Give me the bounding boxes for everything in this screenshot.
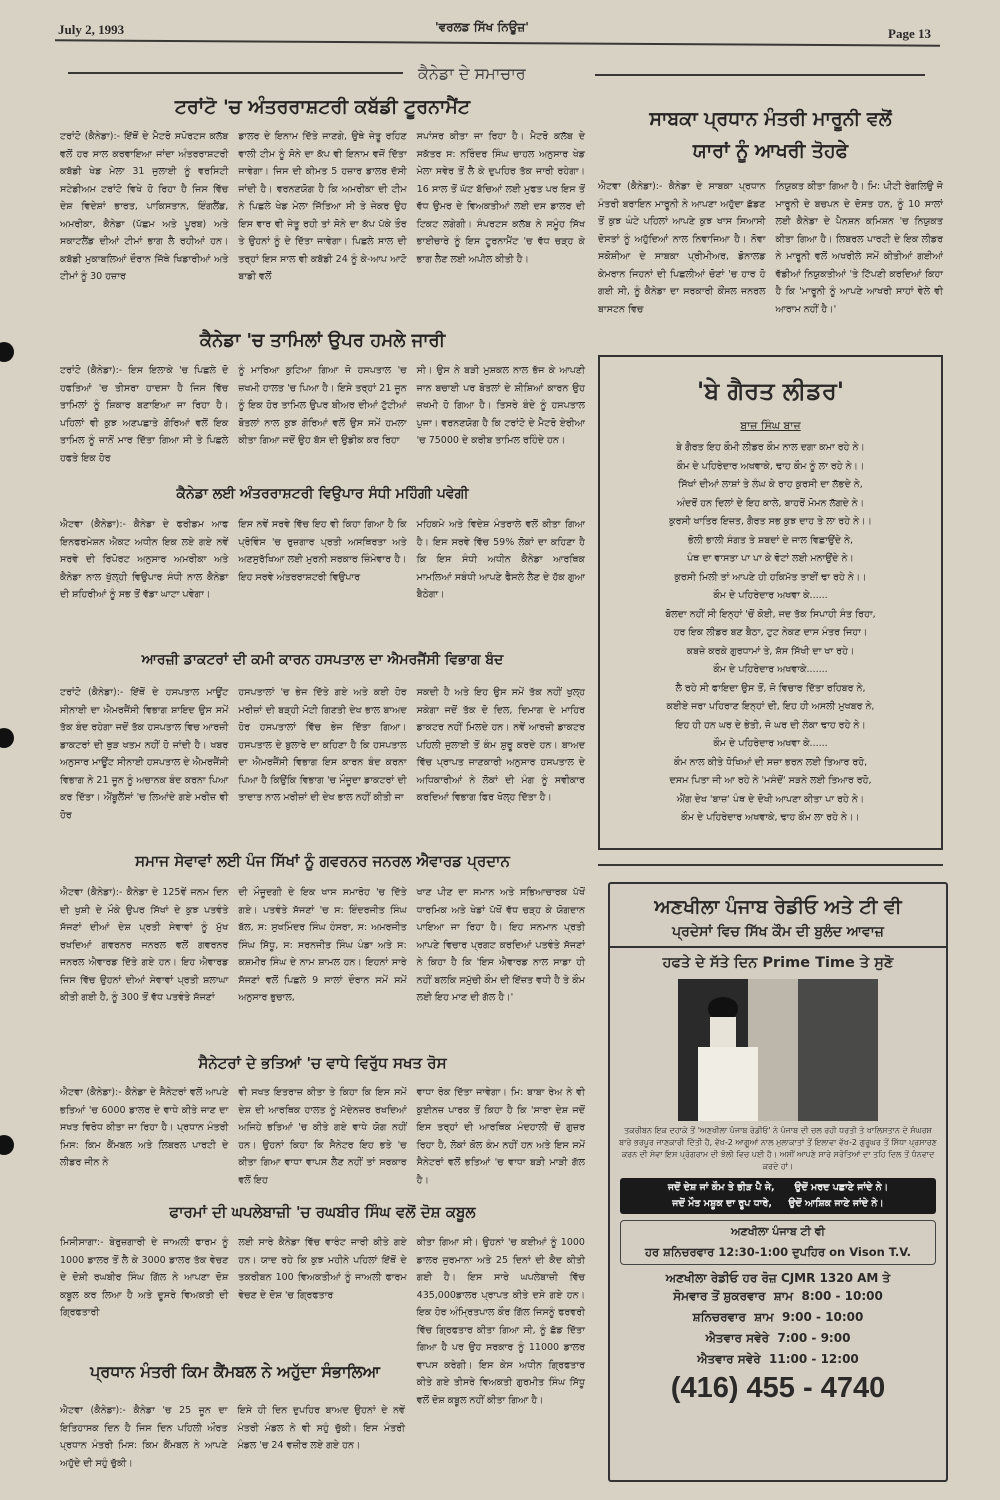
poem-author: ਬਾਜ਼ ਸਿੰਘ ਬਾਜ਼ (740, 419, 801, 432)
poem-line: ਕੌਮ ਦੇ ਪਹਿਰੇਦਾਰ ਅਖਵਾਕੇ, ਢਾਹ ਕੌਮ ਲਾ ਰਹੇ ਨੇ।। (681, 812, 860, 823)
poem-line: ਐਂਗ ਦੇਖ 'ਬਾਜ਼' ਪੰਥ ਦੇ ਦੋਖੀ ਆਪਣਾ ਕੀਤਾ ਪਾ ਰਹੇ ਨੇ। (676, 793, 865, 805)
article-title: ਆਰਜ਼ੀ ਡਾਕਟਰਾਂ ਦੀ ਕਮੀ ਕਾਰਨ ਹਸਪਤਾਲ ਦਾ ਐਮਰਜੈਂਸੀ ਵਿਭਾਗ ਬੰਦ (141, 652, 504, 668)
article-title: ਕੈਨੇਡਾ 'ਚ ਤਾਮਿਲਾਂ ਉਪਰ ਹਮਲੇ ਜਾਰੀ (199, 330, 446, 351)
poem-line: ਇਹ ਹੀ ਹਨ ਘਰ ਦੇ ਭੇਤੀ, ਜੋ ਘਰ ਦੀ ਲੰਕਾ ਢਾਹ ਰਹੇ ਨੇ। (675, 719, 866, 731)
article-column: ਐਟਵਾ (ਕੈਨੇਡਾ):- ਕੈਨੇਡਾ ਦੇ ਸਾਬਕਾ ਪ੍ਰਧਾਨ ਮੰਤਰੀ ਬਰਾਇਨ ਮਾਰੂਨੀ ਨੇ ਆਪਣਾ ਅਹੁੱਦਾ ਛੱਡਣ ਤੋਂ ਕੁਝ ਘੰਟੇ ਪਹਿਲਾਂ ਆਪਣੇ ਕੁਝ ਖਾਸ ਸਿਆਸੀ ਦੋਸਤਾਂ ਨੂੰ ਅਹੁੱਦਿਆਂ ਨਾਲ ਨਿਵਾਜਿਆ ਹੈ। ਨੋਵਾ ਸਕੋਸ਼ੀਆ ਦੇ ਸਾਬਕਾ ਪ੍ਰੀਮੀਅਰ, ਡੋਨਾਲਡ ਕੇਮਰਾਨ ਜਿਹਨਾਂ ਦੀ ਪਿਛਲੀਆਂ ਚੋਣਾਂ 'ਚ ਹਾਰ ਹੋ ਗਈ ਸੀ, ਨੂੰ ਕੈਨੇਡਾ ਦਾ ਸਰਕਾਰੀ ਕੌਂਸਲ ਜਨਰਲ ਬਾਸਟਨ ਵਿਚ (598, 181, 766, 315)
header-rule (55, 39, 940, 46)
poem-line: ਅੰਦਰੋਂ ਹਨ ਦਿਲਾਂ ਦੇ ਇਹ ਕਾਲੇ, ਬਾਹਰੋਂ ਮੋਮਨ ਲੱਗਦੇ ਨੇ। (676, 497, 865, 509)
article-column: ਸਪਾਂਸਰ ਕੀਤਾ ਜਾ ਰਿਹਾ ਹੈ। ਮੈਟਰੋ ਕਲੱਬ ਦੇ ਸਕੱਤਰ ਸ: ਨਰਿੰਦਰ ਸਿੰਘ ਚਾਹਲ ਅਨੁਸਾਰ ਖੇਡ ਮੇਲਾ ਸਵੇਰ ਤੋਂ ਲੈ ਕੇ ਦੁਪਹਿਰ ਤੱਕ ਜਾਰੀ ਰਹੇਗਾ। 16 ਸਾਲ ਤੋਂ ਘੱਟ ਬੱਚਿਆਂ ਲਈ ਮੁਫਤ ਪਰ ਇਸ ਤੋਂ ਵੱਧ ਉਮਰ ਦੇ ਵਿਅਕਤੀਆਂ ਲਈ ਦਸ ਡਾਲਰ ਦੀ ਟਿਕਟ ਲਗੇਗੀ। ਸੰਪਰਟਸ ਕਲੱਬ ਨੇ ਸਮੂੰਹ ਸਿੱਖ ਭਾਈਚਾਰੇ ਨੂੰ ਇਸ ਟੂਰਨਾਮੈਂਟ 'ਚ ਵੱਧ ਚੜ੍ਹ ਕੇ ਭਾਗ ਲੈਣ ਲਈ ਅਪੀਲ ਕੀਤੀ ਹੈ। (416, 131, 585, 265)
ad-subtitle: ਪ੍ਰਦੇਸਾਂ ਵਿਚ ਸਿੱਖ ਕੌਮ ਦੀ ਬੁਲੰਦ ਆਵਾਜ਼ (610, 924, 946, 948)
article-column: ਟਰਾਂਟੋ (ਕੈਨੇਡਾ):- ਇਸ ਇਲਾਕੇ 'ਚ ਪਿਛਲੇ ਦੋ ਹਫਤਿਆਂ 'ਚ ਤੀਸਰਾ ਹਾਦਸਾ ਹੈ ਜਿਸ ਵਿੱਚ ਤਾਮਿਲਾਂ ਨੂੰ ਸ਼ਿਕਾਰ ਬਣਾਇਆ ਜਾ ਰਿਹਾ ਹੈ। ਪਹਿਲਾਂ ਵੀ ਕੁਝ ਅਣਪਛਾਤੇ ਗੋਰਿਆਂ ਵਲੋਂ ਇਕ ਤਾਮਿਲ ਨੂੰ ਜਾਨੋਂ ਮਾਰ ਦਿੱਤਾ ਗਿਆ ਸੀ ਤੇ ਪਿਛਲੇ ਹਫਤੇ ਇਕ ਹੋਰ (60, 365, 229, 464)
article-column: ਦੀ ਮੌਜੂਦਗੀ ਦੇ ਇਕ ਖਾਸ ਸਮਾਰੋਹ 'ਚ ਦਿੱਤੇ ਗਏ। ਪਤਵੰਤੇ ਸੱਜਣਾਂ 'ਚ ਸ: ਇੰਦਰਜੀਤ ਸਿੰਘ ਬੱਲ, ਸ: ਸੁਖਮਿੰਦਰ ਸਿੰਘ ਹੰਸਰਾ, ਸ: ਅਮਰਜੀਤ ਸਿੰਘ ਸਿੱਧੂ, ਸ: ਸਰਨਜੀਤ ਸਿੰਘ ਪੰਡਾ ਅਤੇ ਸ: ਕਸ਼ਮੀਰ ਸਿੰਘ ਦੇ ਨਾਮ ਸ਼ਾਮਲ ਹਨ। ਇਹਨਾਂ ਸਾਰੇ ਸੱਜਣਾਂ ਵਲੋਂ ਪਿਛਲੇ 9 ਸਾਲਾਂ ਦੌਰਾਨ ਸਮੇਂ ਸਮੇਂ ਅਨੁਸਾਰ ਭੁਚਾਲ, (238, 887, 407, 1003)
poem-line: ਪੰਥ ਦਾ ਵਾਸਤਾ ਪਾ ਪਾ ਕੇ ਵੋਟਾਂ ਲਈ ਮਨਾਉਂਦੇ ਨੇ। (687, 553, 854, 564)
poem-line: ਕਬਜ਼ੇ ਕਰਕੇ ਗੁਰਧਾਮਾਂ ਤੇ, ਸ਼ੱਸ ਸਿੱਖੀ ਦਾ ਖਾ ਰਹੇ। (686, 645, 855, 657)
binder-hole (0, 342, 14, 362)
article-title: ਪ੍ਰਧਾਨ ਮੰਤਰੀ ਕਿਮ ਕੈਂਮਬਲ ਨੇ ਅਹੁੱਦਾ ਸੰਭਾਲਿਆ (90, 1362, 380, 1381)
poem-line: ਹਰ ਇਕ ਲੀਡਰ ਬਣ ਬੈਠਾ, ਟੁਟ ਨੇਕਣ ਦਾਸ ਮੰਤਰ ਜਿਹਾ। (673, 627, 868, 638)
tv-box (620, 1220, 936, 1265)
banner-line: ਜਦੋਂ ਦੇਸ਼ ਜਾਂ ਕੌਮ ਤੇ ਭੀੜ ਪੈ ਜੇ, ਉਦੋਂ ਮਰਦ ਪਛਾਣੇ ਜਾਂਦੇ ਨੇ। (667, 1182, 889, 1193)
article-column: ਮਹਿਕਮੇ ਅਤੇ ਵਿਦੇਸ਼ ਮੰਤਰਾਲੇ ਵਲੋਂ ਕੀਤਾ ਗਿਆ ਹੈ। ਇਸ ਸਰਵੇ ਵਿੱਚ 59% ਲੋਕਾਂ ਦਾ ਕਹਿਣਾ ਹੈ ਕਿ ਇਸ ਸੰਧੀ ਅਧੀਨ ਕੈਨੇਡਾ ਆਰਥਿਕ ਮਾਮਲਿਆਂ ਸਬੰਧੀ ਆਪਣੇ ਫੈਸਲੇ ਲੈਣ ਦੇ ਹੱਕ ਗੁਆ ਬੈਠੇਗਾ। (416, 519, 585, 600)
article-column: ਟਰਾਂਟੋ (ਕੈਨੇਡਾ):- ਇੱਥੋਂ ਦੇ ਹਸਪਤਾਲ ਮਾਊਂਟ ਸੀਨਾਈ ਦਾ ਐਮਰਜੈਂਸੀ ਵਿਭਾਗ ਸ਼ਾਇਦ ਉਸ ਸਮੇਂ ਤੱਕ ਬੰਦ ਰਹੇਗਾ ਜਦੋਂ ਤੱਕ ਹਸਪਤਾਲ ਵਿਚ ਆਰਜ਼ੀ ਡਾਕਟਰਾਂ ਦੀ ਥੁੜ ਖਤਮ ਨਹੀਂ ਹੋ ਜਾਂਦੀ ਹੈ। ਖਬਰ ਅਨੁਸਾਰ ਮਾਊਂਟ ਸੀਨਾਈ ਹਸਪਤਾਲ ਦੇ ਐਮਰਜੈਂਸੀ ਵਿਭਾਗ ਨੇ 21 ਜੂਨ ਨੂੰ ਅਚਾਨਕ ਬੰਦ ਕਰਨਾ ਪਿਆ ਕਰ ਦਿੱਤਾ। ਐਂਬੂਲੈਂਸਾਂ 'ਚ ਲਿਆਂਦੇ ਗਏ ਮਰੀਜ਼ ਵੀ ਹੋਰ (60, 687, 229, 821)
poem-line: ਦਸਮ ਪਿਤਾ ਜੀ ਆ ਰਹੇ ਨੇ 'ਮਸੰਦੋਂ' ਸੜਨੇ ਲਈ ਤਿਆਰ ਰਹੋ, (669, 775, 872, 786)
radio-schedule (610, 1286, 946, 1370)
banner-line: ਜਦੋਂ ਮੌਤ ਮਸ਼ੂਕ ਦਾ ਰੂਪ ਧਾਰੇ, ਉਦੋਂ ਆਸ਼ਿਕ ਜਾਣੇ ਜਾਂਦੇ ਨੇ। (672, 1198, 884, 1209)
presenter-photo (678, 979, 878, 1121)
binder-hole (0, 728, 14, 748)
ad-title: ਅਣਖੀਲਾ ਪੰਜਾਬ ਰੇਡੀਓ ਅਤੇ ਟੀ ਵੀ (654, 896, 902, 918)
poem-lines (600, 439, 941, 828)
article-column: ਡਾਲਰ ਦੇ ਇਨਾਮ ਦਿੱਤੇ ਜਾਣਗੇ, ਉਥੇ ਜੇਤੂ ਰਹਿਣ ਵਾਲੀ ਟੀਮ ਨੂੰ ਸੋਨੇ ਦਾ ਕੱਪ ਵੀ ਇਨਾਮ ਵਜੋਂ ਦਿੱਤਾ ਜਾਵੇਗਾ। ਜਿਸ ਦੀ ਕੀਮਤ 5 ਹਜ਼ਾਰ ਡਾਲਰ ਦੱਸੀ ਜਾਂਦੀ ਹੈ। ਵਰਨਣਯੋਗ ਹੈ ਕਿ ਅਮਰੀਕਾ ਦੀ ਟੀਮ ਨੇ ਪਿਛਲੇ ਖੇਡ ਮੇਲਾ ਜਿੱਤਿਆ ਸੀ ਤੇ ਜੇਕਰ ਉਹ ਇਸ ਵਾਰ ਵੀ ਜੇਤੂ ਰਹੀ ਤਾਂ ਸੋਨੇ ਦਾ ਕੱਪ ਪੱਕੇ ਤੌਰ ਤੇ ਉਹਨਾਂ ਨੂੰ ਦੇ ਦਿੱਤਾ ਜਾਵੇਗਾ। ਪਿਛਲੇ ਸਾਲ ਦੀ ਤਰ੍ਹਾਂ ਇਸ ਸਾਲ ਵੀ ਕਬੱਡੀ 24 ਨੂੰ ਕੇ-ਆਪ ਆਟੋ ਬਾਡੀ ਵਲੋਂ (238, 131, 407, 282)
article-column: ਐਟਵਾ (ਕੈਨੇਡਾ):- ਕੈਨੇਡਾ ਦੇ ਫਰੀਡਮ ਆਫ ਇਨਫਰਮੇਸ਼ਨ ਐਕਟ ਅਧੀਨ ਇਕ ਲਏ ਗਏ ਨਵੇਂ ਸਰਵੇ ਦੀ ਰਿਪੋਰਟ ਅਨੁਸਾਰ ਅਮਰੀਕਾ ਅਤੇ ਕੈਨੇਡਾ ਨਾਲ ਖੁੱਲ੍ਹੀ ਵਿਉਪਾਰ ਸੰਧੀ ਨਾਲ ਕੈਨੇਡਾ ਦੀ ਸ਼ਹਿਰੀਆਂ ਨੂੰ ਸਭ ਤੋਂ ਵੱਡਾ ਘਾਟਾ ਪਵੇਗਾ। (60, 519, 229, 600)
page-number: Page 13 (888, 26, 931, 41)
section-title: ਕੈਨੇਡਾ ਦੇ ਸਮਾਚਾਰ (418, 64, 526, 83)
schedule-line: ਐਤਵਾਰ ਸਵੇਰੇ 11:00 - 12:00 (697, 1352, 859, 1366)
tv-time: ਹਰ ਸ਼ਨਿਚਰਵਾਰ 12:30-1:00 ਦੁਪਹਿਰ on Vison T.V. (644, 1245, 912, 1259)
article-column: ਟਰਾਂਟੋ (ਕੈਨੇਡਾ):- ਇੱਥੋਂ ਦੇ ਮੈਟਰੋ ਸਪੋਰਟਸ ਕਲੱਬ ਵਲੋਂ ਹਰ ਸਾਲ ਕਰਵਾਇਆ ਜਾਂਦਾ ਅੰਤਰਰਾਸ਼ਟਰੀ ਕਬੱਡੀ ਖੇਡ ਮੇਲਾ 31 ਜੁਲਾਈ ਨੂੰ ਵਰਸਿਟੀ ਸਟੇਡੀਅਮ ਟਰਾਂਟੋ ਵਿਖੇ ਹੋ ਰਿਹਾ ਹੈ ਜਿਸ ਵਿੱਚ ਦੇਸ਼ ਵਿਦੇਸ਼ਾਂ ਭਾਰਤ, ਪਾਕਿਸਤਾਨ, ਇੰਗਲੈਂਡ, ਅਮਰੀਕਾ, ਕੈਨੇਡਾ (ਪੱਛਮ ਅਤੇ ਪੂਰਬ) ਅਤੇ ਸਕਾਟਲੈਂਡ ਦੀਆਂ ਟੀਮਾਂ ਭਾਗ ਲੈ ਰਹੀਆਂ ਹਨ। ਕਬੱਡੀ ਮੁਕਾਬਲਿਆਂ ਦੌਰਾਨ ਜਿੱਥੇ ਖਿਡਾਰੀਆਂ ਅਤੇ ਟੀਮਾਂ ਨੂੰ 30 ਹਜ਼ਾਰ (60, 131, 229, 282)
article-column: ਹਸਪਤਾਲਾਂ 'ਚ ਭੇਜ ਦਿੱਤੇ ਗਏ ਅਤੇ ਕਈ ਹੋਰ ਮਰੀਜ਼ਾਂ ਦੀ ਬੜ੍ਹੀ ਮੋਟੀ ਗਿਣਤੀ ਦੇਖ ਭਾਲ ਬਾਅਦ ਹੋਰ ਹਸਪਤਾਲਾਂ ਵਿੱਚ ਭੇਜ ਦਿੱਤਾ ਗਿਆ। ਹਸਪਤਾਲ ਦੇ ਬੁਲਾਰੇ ਦਾ ਕਹਿਣਾ ਹੈ ਕਿ ਹਸਪਤਾਲ ਦਾ ਐਮਰਜੈਂਸੀ ਵਿਭਾਗ ਇਸ ਕਾਰਨ ਬੰਦ ਕਰਨਾ ਪਿਆ ਹੈ ਕਿਉਂਕਿ ਵਿਭਾਗ 'ਚ ਮੌਜੂਦਾ ਡਾਕਟਰਾਂ ਦੀ ਤਾਦਾਤ ਨਾਲ ਮਰੀਜ਼ਾਂ ਦੀ ਦੇਖ ਭਾਲ ਨਹੀਂ ਕੀਤੀ ਜਾ (238, 687, 407, 803)
issue-date: July 2, 1993 (58, 22, 125, 37)
article-column: ਐਟਵਾ (ਕੈਨੇਡਾ):- ਕੈਨੇਡਾ ਦੇ ਸੈਨੇਟਰਾਂ ਵਲੋਂ ਆਪਣੇ ਭਤਿਆਂ 'ਚ 6000 ਡਾਲਰ ਦੇ ਵਾਧੇ ਕੀਤੇ ਜਾਣ ਦਾ ਸਖਤ ਵਿਰੋਧ ਕੀਤਾ ਜਾ ਰਿਹਾ ਹੈ। ਪ੍ਰਧਾਨ ਮੰਤਰੀ ਮਿਸ: ਕਿਮ ਕੈਂਮਬਲ ਅਤੇ ਲਿਬਰਲ ਪਾਰਟੀ ਦੇ ਲੀਡਰ ਜੀਨ ਨੇ (60, 1087, 229, 1168)
article-title: ਟਰਾਂਟੋ 'ਚ ਅੰਤਰਰਾਸ਼ਟਰੀ ਕਬੱਡੀ ਟੂਰਨਾਮੈਂਟ (174, 96, 471, 118)
article-column: ਨਿਯੁਕਤ ਕੀਤਾ ਗਿਆ ਹੈ। ਮਿ: ਪੀਟੀ ਰੇਗਲਿਉ ਜੋ ਮਾਰੂਨੀ ਦੇ ਬਚਪਨ ਦੇ ਦੋਸਤ ਹਨ, ਨੂੰ 10 ਸਾਲਾਂ ਲਈ ਕੈਨੇਡਾ ਦੇ ਪੈਨਸ਼ਨ ਕਮਿਸ਼ਨ 'ਚ ਨਿਯੁਕਤ ਕੀਤਾ ਗਿਆ ਹੈ। ਲਿਬਰਲ ਪਾਰਟੀ ਦੇ ਇਕ ਲੀਡਰ ਨੇ ਮਾਰੂਨੀ ਵਲੋਂ ਅਖਰੀਲੇ ਸਮੇਂ ਕੀਤੀਆਂ ਗਈਆਂ ਵੱਡੀਆਂ ਨਿਯੁਕਤੀਆਂ 'ਤੇ ਟਿੱਪਣੀ ਕਰਦਿਆਂ ਕਿਹਾ ਹੈ ਕਿ 'ਮਾਰੂਨੀ ਨੂੰ ਆਪਣੇ ਆਖਰੀ ਸਾਹਾਂ ਵੇਲੇ ਵੀ ਆਰਾਮ ਨਹੀਂ ਹੈ।' (775, 181, 943, 315)
poem-line: ਭੋਲੀ ਭਾਲੀ ਸੰਗਤ ਤੇ ਸ਼ਬਦਾਂ ਦੇ ਜਾਲ ਵਿਛਾਉਂਦੇ ਨੇ, (687, 534, 854, 546)
poem-line: ਕੌਮ ਨਾਲ ਕੀਤੇ ਧੋਖਿਆਂ ਦੀ ਸਜ਼ਾ ਭਰਨ ਲਈ ਤਿਆਰ ਰਹੋ, (673, 756, 868, 768)
radio-info: ਅਣਖੀਲਾ ਰੇਡੀਓ ਹਰ ਰੋਜ਼ CJMR 1320 AM ਤੇ (665, 1271, 891, 1285)
article-column: ਐਟਵਾ (ਕੈਨੇਡਾ):- ਕੈਨੇਡਾ ਦੇ 125ਵੇਂ ਜਨਮ ਦਿਨ ਦੀ ਖੁਸ਼ੀ ਦੇ ਮੌਕੇ ਉਪਰ ਸਿੱਖਾਂ ਦੇ ਕੁਝ ਪਤਵੰਤੇ ਸੱਜਣਾਂ ਦੀਆਂ ਦੇਸ਼ ਪ੍ਰਤੀ ਸੇਵਾਵਾਂ ਨੂੰ ਮੁੱਖ ਰਖਦਿਆਂ ਗਵਰਨਰ ਜਨਰਲ ਵਲੋਂ ਗਵਰਨਰ ਜਨਰਲ ਐਵਾਰਡ ਦਿੱਤੇ ਗਏ ਹਨ। ਇਹ ਐਵਾਰਡ ਜਿਸ ਵਿੱਚ ਉਹਨਾਂ ਦੀਆਂ ਸੇਵਾਵਾਂ ਪ੍ਰਤੀ ਸ਼ਲਾਘਾ ਕੀਤੀ ਗਈ ਹੈ, ਨੂੰ 300 ਤੋਂ ਵੱਧ ਪਤਵੰਤੇ ਸੱਜਣਾਂ (60, 887, 229, 1003)
schedule-line: ਸ਼ਨਿਚਰਵਾਰ ਸ਼ਾਮ 9:00 - 10:00 (692, 1310, 864, 1324)
article-title: ਫਾਰਮਾਂ ਦੀ ਘਪਲੇਬਾਜ਼ੀ 'ਚ ਰਘਬੀਰ ਸਿੰਘ ਵਲੋਂ ਦੋਸ਼ ਕਬੂਲ (169, 1203, 476, 1221)
article-subtitle: ਯਾਰਾਂ ਨੂੰ ਆਖਰੀ ਤੋਹਫੇ (692, 140, 849, 162)
article-column: ਖਾਣ ਪੀਣ ਦਾ ਸਮਾਨ ਅਤੇ ਸਭਿਆਚਾਰਕ ਪੱਖੋਂ ਧਾਰਮਿਕ ਅਤੇ ਖੇਡਾਂ ਪੱਖੋਂ ਵੱਧ ਚੜ੍ਹ ਕੇ ਯੋਗਦਾਨ ਪਾਇਆ ਜਾ ਰਿਹਾ ਹੈ। ਇਹ ਸਨਮਾਨ ਪ੍ਰਤੀ ਆਪਣੇ ਵਿਚਾਰ ਪ੍ਰਗਟ ਕਰਦਿਆਂ ਪਤਵੰਤੇ ਸੱਜਣਾਂ ਨੇ ਕਿਹਾ ਹੈ ਕਿ 'ਇਸ ਐਵਾਰਡ ਨਾਲ ਸਾਡਾ ਹੀ ਨਹੀਂ ਬਲਕਿ ਸਮੁੱਚੀ ਕੌਮ ਦੀ ਇੱਜ਼ਤ ਵਧੀ ਹੈ ਤੇ ਕੌਮ ਲਈ ਇਹ ਮਾਣ ਦੀ ਗੱਲ ਹੈ।' (416, 887, 585, 1003)
article-column: ਵਾਧਾ ਰੋਕ ਦਿੱਤਾ ਜਾਵੇਗਾ। ਮਿ: ਬਾਬਾ ਰੇਅ ਨੇ ਵੀ ਕੁਈਨਜ਼ ਪਾਰਕ ਤੋਂ ਕਿਹਾ ਹੈ ਕਿ 'ਸਾਰਾ ਦੇਸ਼ ਜਦੋਂ ਇਸ ਤਰ੍ਹਾਂ ਦੀ ਆਰਥਿਕ ਮੰਦਹਾਲੀ ਚੋਂ ਗੁਜ਼ਰ ਰਿਹਾ ਹੈ, ਲੋਕਾਂ ਕੋਲ ਕੰਮ ਨਹੀਂ ਹਨ ਅਤੇ ਇਸ ਸਮੇਂ ਸੈਨੇਟਰਾਂ ਵਲੋਂ ਭਤਿਆਂ 'ਚ ਵਾਧਾ ਬੜੀ ਮਾੜੀ ਗੱਲ ਹੈ। (416, 1087, 585, 1186)
poem-line: ਸਿੱਖਾਂ ਦੀਆਂ ਲਾਸ਼ਾਂ ਤੇ ਲੰਘ ਕੇ ਰਾਹ ਕੁਰਸੀ ਦਾ ਲੱਭਦੇ ਨੇ, (678, 479, 863, 490)
poem-line: ਕੌਮ ਦੇ ਪਹਿਰੇਦਾਰ ਅਖਵਾ ਕੇ...... (713, 738, 828, 749)
article-title: ਸਮਾਜ ਸੇਵਾਵਾਂ ਲਈ ਪੰਜ ਸਿੱਖਾਂ ਨੂੰ ਗਵਰਨਰ ਜਨਰਲ ਐਵਾਰਡ ਪ੍ਰਦਾਨ (135, 852, 510, 870)
ad-banner (620, 1178, 936, 1214)
tv-title: ਅਣਖੀਲਾ ਪੰਜਾਬ ਟੀ ਵੀ (731, 1225, 825, 1238)
section-rule-right (595, 74, 925, 76)
poem-line: ਬੇ ਗੈਰਤ ਇਹ ਕੌਮੀ ਲੀਡਰ ਕੌਮ ਨਾਲ ਦਗਾ ਕਮਾ ਰਹੇ ਨੇ। (676, 442, 865, 453)
schedule-line: ਐਤਵਾਰ ਸਵੇਰੇ 7:00 - 9:00 (705, 1331, 851, 1345)
article-column: ਇਸੇ ਹੀ ਦਿਨ ਦੁਪਹਿਰ ਬਾਅਦ ਉਹਨਾਂ ਦੇ ਨਵੇਂ ਮੰਤਰੀ ਮੰਡਲ ਨੇ ਵੀ ਸਹੁੰ ਚੁੱਕੀ। ਇਸ ਮੰਤਰੀ ਮੰਡਲ 'ਚ 24 ਵਜ਼ੀਰ ਲਏ ਗਏ ਹਨ। (237, 1405, 405, 1451)
article-column: ਨੂੰ ਮਾਰਿਆ ਕੁਟਿਆ ਗਿਆ ਜੋ ਹਸਪਤਾਲ 'ਚ ਜ਼ਖਮੀ ਹਾਲਤ 'ਚ ਪਿਆ ਹੈ। ਇਸੇ ਤਰ੍ਹਾਂ 21 ਜੂਨ ਨੂੰ ਇਕ ਹੋਰ ਤਾਮਿਲ ਉਪਰ ਬੀਅਰ ਦੀਆਂ ਟੁੱਟੀਆਂ ਬੋਤਲਾਂ ਨਾਲ ਕੁਝ ਗੋਰਿਆਂ ਵਲੋਂ ਉਸ ਸਮੇਂ ਹਮਲਾ ਕੀਤਾ ਗਿਆ ਜਦੋਂ ਉਹ ਬੱਸ ਦੀ ਉਡੀਕ ਕਰ ਰਿਹਾ (238, 365, 407, 446)
article-title: ਸਾਬਕਾ ਪ੍ਰਧਾਨ ਮੰਤਰੀ ਮਾਰੂਨੀ ਵਲੋਂ (649, 108, 892, 130)
ad-caption: ਤਕਰੀਬਨ ਇਕ ਦਹਾਕੇ ਤੋਂ 'ਅਣਖੀਲਾ ਪੰਜਾਬ ਰੇਡੀਓ' ਨੇ ਪੰਜਾਬ ਦੀ ਚਲ ਰਹੀ ਧਰਤੀ ਤੇ ਖਾਲਿਸਤਾਨ ਦੇ ਸੰਘਰਸ਼ ਬਾਰੇ ਭਰਪੂਰ ਜਾਣਕਾਰੀ ਦਿੱਤੀ ਹੈ, ਵੱਖ-2 ਆਗੂਆਂ ਨਾਲ ਮੁਲਾਕਾਤਾਂ ਤੋਂ ਇਲਾਵਾ ਵੱਖ-2 ਗੁਰੂਘਰ ਤੋਂ ਸਿੱਧਾ ਪ੍ਰਸਾਰਣ ਕਰਨ ਦੀ ਸੇਵਾ ਇਸ ਪ੍ਰੋਗਰਾਮ ਦੀ ਝੋਲੀ ਵਿਚ ਪਈ ਹੈ। ਅਸੀਂ ਆਪਣੇ ਸਾਰੇ ਸਰੋਤਿਆਂ ਦਾ ਤਹਿ ਦਿਲ ਤੋਂ ਧੰਨਵਾਦ ਕਰਦੇ ਹਾਂ। (619, 1126, 937, 1171)
article-title: ਕੈਨੇਡਾ ਲਈ ਅੰਤਰਰਾਸ਼ਟਰੀ ਵਿਉਪਾਰ ਸੰਧੀ ਮਹਿੰਗੀ ਪਵੇਗੀ (176, 486, 469, 502)
article-column: ਸੀ। ਉਸ ਨੇ ਬੜੀ ਮੁਸ਼ਕਲ ਨਾਲ ਭੱਜ ਕੇ ਆਪਣੀ ਜਾਨ ਬਚਾਈ ਪਰ ਬੋਤਲਾਂ ਦੇ ਸ਼ੀਸ਼ਿਆਂ ਕਾਰਨ ਉਹ ਜ਼ਖਮੀ ਹੋ ਗਿਆ ਹੈ। ਤਿਸਰੇ ਬੰਦੇ ਨੂੰ ਹਸਪਤਾਲ ਪੁਜਾ। ਵਰਨਣਯੋਗ ਹੈ ਕਿ ਟਰਾਂਟੋ ਦੇ ਮੈਟਰੋ ਏਰੀਆ 'ਚ 75000 ਦੇ ਕਰੀਬ ਤਾਮਿਲ ਰਹਿੰਦੇ ਹਨ। (416, 365, 585, 446)
poem-line: ਕੁਰਸੀ ਮਿਲੀ ਤਾਂ ਆਪਣੇ ਹੀ ਹਕਿਮੱਤ ਤਾਈਂ ਢਾ ਰਹੇ ਨੇ।। (674, 571, 867, 583)
section-rule-left (68, 72, 403, 74)
article-column: ਮਿਸੀਸਾਗਾ:- ਬੇਰੁਜ਼ਗਾਰੀ ਦੇ ਜਾਅਲੀ ਫਾਰਮ ਨੂੰ 1000 ਡਾਲਰ ਤੋਂ ਲੈ ਕੇ 3000 ਡਾਲਰ ਤੱਕ ਵੇਚਣ ਦੇ ਦੋਸ਼ੀ ਰਘਬੀਰ ਸਿੰਘ ਗਿੱਲ ਨੇ ਆਪਣਾ ਦੋਸ਼ ਕਬੂਲ ਕਰ ਲਿਆ ਹੈ ਅਤੇ ਦੂਸਰੇ ਵਿਅਕਤੀ ਦੀ ਗ੍ਰਿਫਤਾਰੀ (60, 1237, 229, 1318)
poem-line: ਲੈ ਰਹੇ ਸੀ ਫਾਇਦਾ ਉਸ ਤੋਂ, ਜੋ ਵਿਚਾਰ ਦਿੱਤਾ ਰਹਿਬਰ ਨੇ, (675, 682, 866, 694)
poem-line: ਕੌਮ ਦੇ ਪਹਿਰੇਦਾਰ ਅਖਵਾਕੇ....... (713, 664, 828, 675)
poem-line: ਕੁਰਸੀ ਖਾਤਿਰ ਇਜ਼ਤ, ਗੈਰਤ ਸਭ ਕੁਝ ਦਾਹ ਤੇ ਲਾ ਰਹੇ ਨੇ।। (669, 516, 872, 527)
phone-number[interactable]: (416) 455 - 4740 (670, 1372, 886, 1404)
poem-line: ਕੌਮ ਦੇ ਪਹਿਰੇਦਾਰ ਅਖਵਾ ਕੇ...... (713, 590, 828, 601)
poem-line: ਕੌਮ ਦੇ ਪਹਿਰੇਦਾਰ ਅਖਵਾਕੇ, ਢਾਹ ਕੌਮ ਨੂੰ ਲਾ ਰਹੇ ਨੇ।। (676, 460, 865, 472)
article-column: ਵੀ ਸਖਤ ਇਤਰਾਜ਼ ਕੀਤਾ ਤੇ ਕਿਹਾ ਕਿ ਇਸ ਸਮੇਂ ਦੇਸ਼ ਦੀ ਆਰਥਿਕ ਹਾਲਤ ਨੂੰ ਮੱਦੇਨਜ਼ਰ ਰਖਦਿਆਂ ਅਜਿਹੇ ਭਤਿਆਂ 'ਚ ਕੀਤੇ ਗਏ ਵਾਧੇ ਯੋਗ ਨਹੀਂ ਹਨ। ਉਹਨਾਂ ਕਿਹਾ ਕਿ ਸੈਨੇਟਰ ਇਹ ਭਤੇ 'ਚ ਕੀਤਾ ਗਿਆ ਵਾਧਾ ਵਾਪਸ ਲੈਣ ਨਹੀਂ ਤਾਂ ਸਰਕਾਰ ਵਲੋਂ ਇਹ (238, 1087, 407, 1186)
newspaper-name: 'ਵਰਲਡ ਸਿੱਖ ਨਿਊਜ਼' (435, 20, 529, 34)
article-column: ਲਈ ਸਾਰੇ ਕੈਨੇਡਾ ਵਿੱਚ ਵਾਰੰਟ ਜਾਰੀ ਕੀਤੇ ਗਏ ਹਨ। ਯਾਦ ਰਹੇ ਕਿ ਕੁਝ ਮਹੀਨੇ ਪਹਿਲਾਂ ਇੱਥੋਂ ਦੇ ਤਕਰੀਬਨ 100 ਵਿਅਕਤੀਆਂ ਨੂੰ ਜਾਅਲੀ ਫਾਰਮ ਵੇਚਣ ਦੇ ਦੋਸ਼ 'ਚ ਗ੍ਰਿਫਤਾਰ (238, 1237, 407, 1301)
binder-hole (0, 1135, 14, 1155)
schedule-line: ਸੋਮਵਾਰ ਤੋਂ ਸ਼ੁਕਰਵਾਰ ਸ਼ਾਮ 8:00 - 10:00 (673, 1289, 883, 1303)
article-column: ਇਸ ਨਵੇਂ ਸਰਵੇ ਵਿੱਚ ਇਹ ਵੀ ਕਿਹਾ ਗਿਆ ਹੈ ਕਿ ਪ੍ਰੋਵਿੰਸ 'ਚ ਰੁਜ਼ਗਾਰ ਪ੍ਰਤੀ ਅਸਥਿਰਤਾ ਅਤੇ ਅਣਸੁਰੱਖਿਆ ਲਈ ਮੁਰਨੀ ਸਰਕਾਰ ਜ਼ਿੰਮੇਵਾਰ ਹੈ। ਇਹ ਸਰਵੇ ਅੰਤਰਰਾਸ਼ਟਰੀ ਵਿਉਪਾਰ (238, 519, 407, 583)
article-column: ਐਟਵਾ (ਕੈਨੇਡਾ):- ਕੈਨੇਡਾ 'ਚ 25 ਜੂਨ ਦਾ ਇਤਿਹਾਸਕ ਦਿਨ ਹੈ ਜਿਸ ਦਿਨ ਪਹਿਲੀ ਔਰਤ ਪ੍ਰਧਾਨ ਮੰਤਰੀ ਮਿਸ: ਕਿਮ ਕੈਂਮਬਲ ਨੇ ਆਪਣੇ ਅਹੁੱਦੇ ਦੀ ਸਹੁੰ ਚੁੱਕੀ। (60, 1405, 228, 1469)
article-title: ਸੈਨੇਟਰਾਂ ਦੇ ਭਤਿਆਂ 'ਚ ਵਾਧੇ ਵਿਰੁੱਧ ਸਖਤ ਰੋਸ (198, 1054, 447, 1072)
ad-tagline: ਹਫਤੇ ਦੇ ਸੱਤੇ ਦਿਨ Prime Time ਤੇ ਸੁਣੋ (662, 955, 894, 971)
poem-line: ਕਈਏ ਜਰਾ ਪਹਿਰਾਣ ਇਨ੍ਹਾਂ ਦੀ, ਇਹ ਹੀ ਅਸਲੀ ਮੁਖਬਰ ਨੇ, (666, 701, 875, 712)
poem-line: ਬੋਲਦਾ ਨਹੀਂ ਸੀ ਇਨ੍ਹਾਂ 'ਚੋਂ ਕੋਈ, ਜਦ ਤੱਕ ਸਿਪਾਹੀ ਸੰਤ ਰਿਹਾ, (665, 608, 876, 620)
article-column: ਕੀਤਾ ਗਿਆ ਸੀ। ਉਹਨਾਂ 'ਚ ਕਈਆਂ ਨੂੰ 1000 ਡਾਲਰ ਜੁਰਮਾਨਾ ਅਤੇ 25 ਦਿਨਾਂ ਦੀ ਕੈਦ ਕੀਤੀ ਗਈ ਹੈ। ਇਸ ਸਾਰੇ ਘਪਲੇਬਾਜ਼ੀ ਵਿੱਚ 435,000ਡਾਲਰ ਪ੍ਰਾਪਤ ਕੀਤੇ ਦਸੇ ਗਏ ਹਨ। ਇਕ ਹੋਰ ਅੰਮ੍ਰਿਤਪਾਲ ਕੌਰ ਗਿੱਲ ਜਿਸਨੂੰ ਫਰਵਰੀ ਵਿੱਚ ਗ੍ਰਿਫਤਾਰ ਕੀਤਾ ਗਿਆ ਸੀ, ਨੂੰ ਛੱਡ ਦਿੱਤਾ ਗਿਆ ਹੈ ਪਰ ਉਹ ਸਰਕਾਰ ਨੂੰ 11000 ਡਾਲਰ ਵਾਪਸ ਕਰੇਗੀ। ਇਸ ਕੇਸ ਅਧੀਨ ਗ੍ਰਿਫਤਾਰ ਕੀਤੇ ਗਏ ਤੀਸਰੇ ਵਿਅਕਤੀ ਗੁਰਮੀਤ ਸਿੰਘ ਸਿੱਧੂ ਵਲੋਂ ਦੋਸ਼ ਕਬੂਲ ਨਹੀਂ ਕੀਤਾ ਗਿਆ ਹੈ। (416, 1237, 585, 1406)
article-column: ਸਕਦੀ ਹੈ ਅਤੇ ਇਹ ਉਸ ਸਮੇਂ ਤੱਕ ਨਹੀਂ ਖੁਲ੍ਹ ਸਕੇਗਾ ਜਦੋਂ ਤੱਕ ਦੋ ਦਿਲ, ਦਿਮਾਗ ਦੇ ਮਾਹਿਰ ਡਾਕਟਰ ਨਹੀਂ ਮਿਲਦੇ ਹਨ। ਨਵੇਂ ਆਰਜ਼ੀ ਡਾਕਟਰ ਪਹਿਲੀ ਜੁਲਾਈ ਤੋਂ ਕੰਮ ਸ਼ੁਰੂ ਕਰਦੇ ਹਨ। ਬਾਅਦ ਵਿੱਚ ਪ੍ਰਾਪਤ ਜਾਣਕਾਰੀ ਅਨੁਸਾਰ ਹਸਪਤਾਲ ਦੇ ਅਧਿਕਾਰੀਆਂ ਨੇ ਲੋਕਾਂ ਦੀ ਮੰਗ ਨੂੰ ਸਵੀਕਾਰ ਕਰਦਿਆਂ ਵਿਭਾਗ ਫਿਰ ਖੋਲ੍ਹ ਦਿੱਤਾ ਹੈ। (416, 687, 585, 803)
poem-title: 'ਬੇ ਗੈਰਤ ਲੀਡਰ' (696, 377, 845, 405)
poem-box (598, 355, 943, 850)
divider (598, 864, 943, 866)
radio-ad (608, 882, 948, 1482)
